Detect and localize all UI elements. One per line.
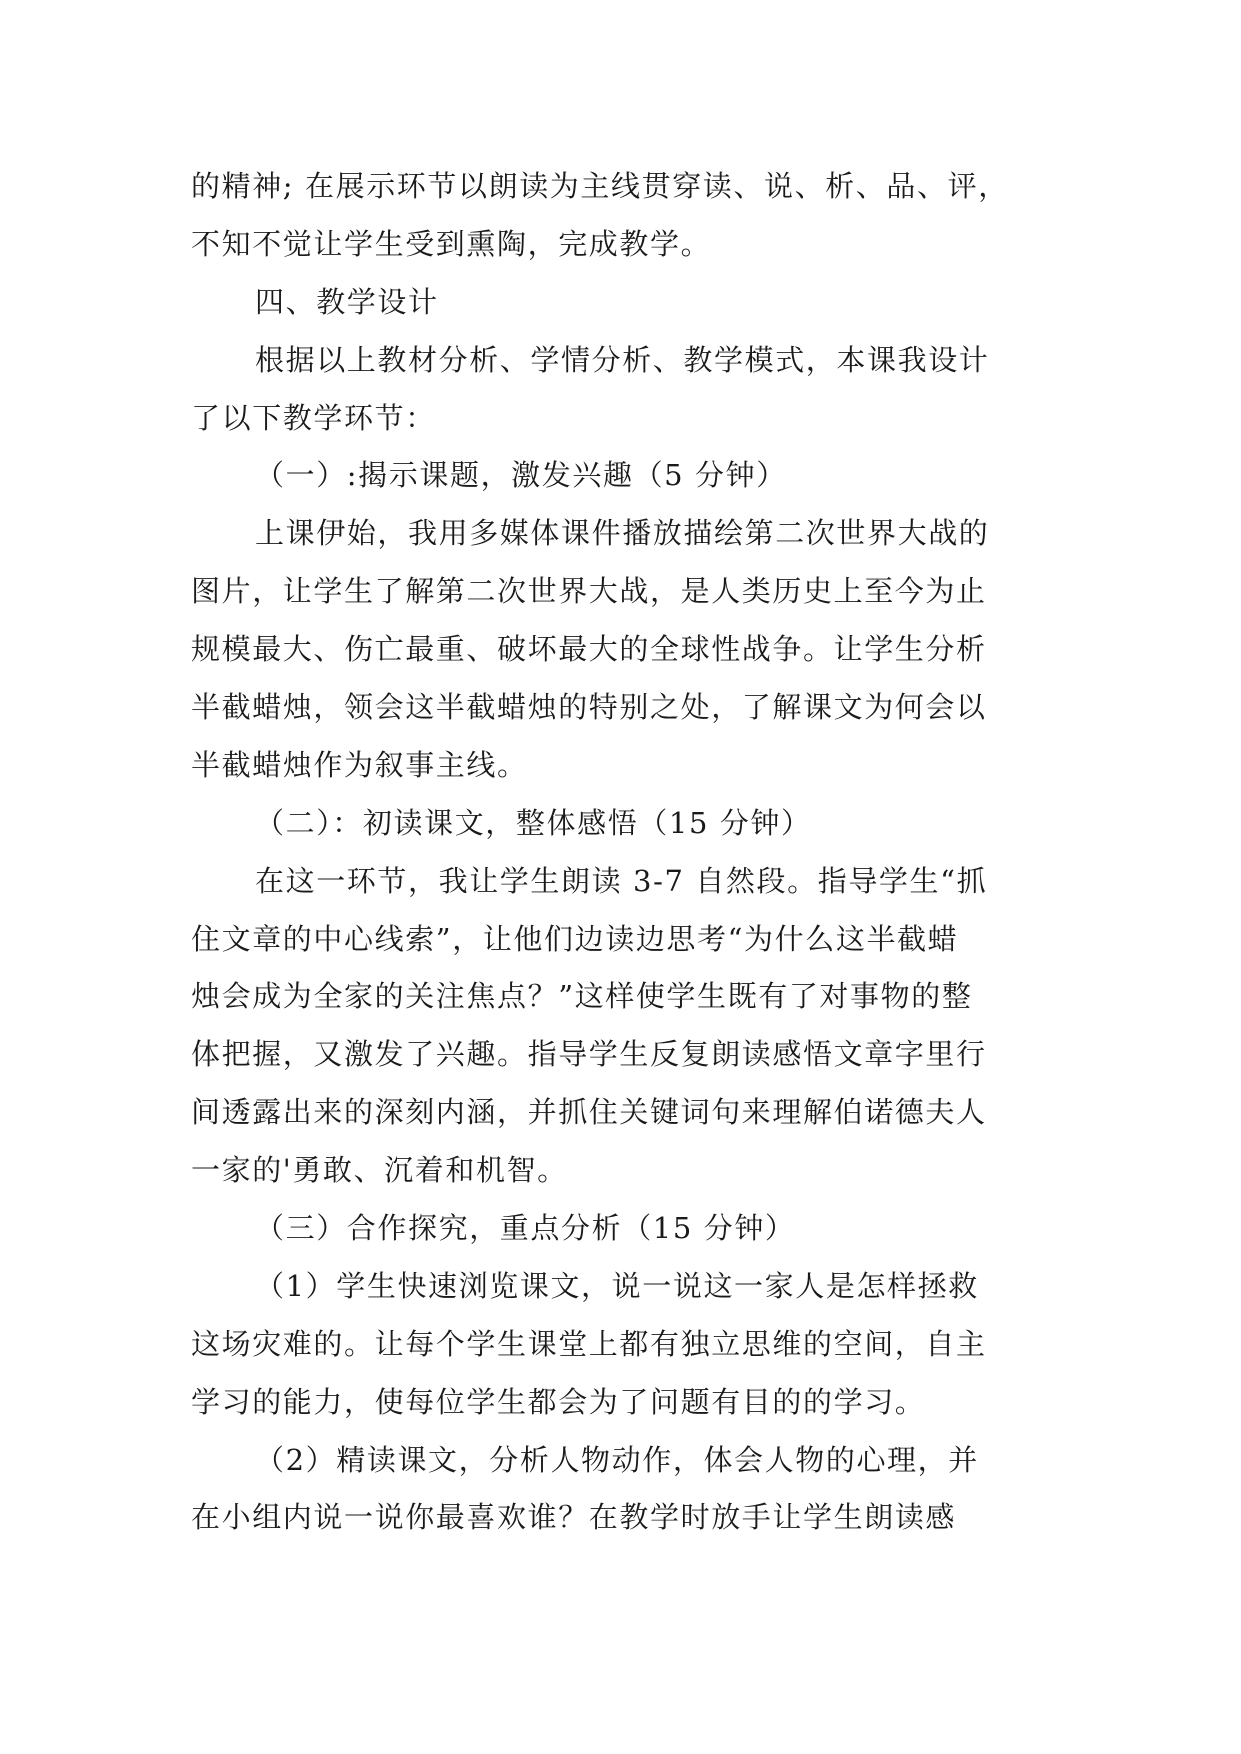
text-line: 了以下教学环节： [191,400,436,435]
text-line: 一家的'勇敢、沉着和机智。 [191,1153,568,1188]
text-line: 图片，让学生了解第二次世界大战，是人类历史上至今为止 [191,574,987,609]
subsection-heading: （三）合作探究，重点分析（15 分钟） [255,1211,796,1246]
text-line: 学习的能力，使每位学生都会为了问题有目的的学习。 [191,1384,926,1419]
text-line: 住文章的中心线索”，让他们边读边思考“为什么这半截蜡 [191,921,959,956]
text-line: 规模最大、伤亡最重、破坏最大的全球性战争。让学生分析 [191,632,987,667]
section-heading: 四、教学设计 [255,284,439,319]
text-line: 体把握，又激发了兴趣。指导学生反复朗读感悟文章字里行 [191,1037,987,1072]
text-line: 半截蜡烛作为叙事主线。 [191,747,528,782]
text-line: 间透露出来的深刻内涵，并抓住关键词句来理解伯诺德夫人 [191,1095,987,1130]
document-body [191,158,1051,1547]
text-line: 的精神; 在展示环节以朗读为主线贯穿读、说、析、品、评， [191,169,1009,203]
subsection-heading: （二）：初读课文，整体感悟（15 分钟） [255,805,812,840]
text-line: 上课伊始，我用多媒体课件播放描绘第二次世界大战的 [255,516,990,551]
text-line: （2）精读课文，分析人物动作，体会人物的心理，并 [255,1442,979,1477]
text-line: （1）学生快速浏览课文，说一说这一家人是怎样拯救 [255,1268,979,1303]
text-line: 不知不觉让学生受到熏陶，完成教学。 [191,226,712,261]
text-line: 烛会成为全家的关注焦点？”这样使学生既有了对事物的整 [191,979,973,1014]
subsection-heading: （一）:揭示课题，激发兴趣（5 分钟） [255,458,787,493]
text-line: 在这一环节，我让学生朗读 3-7 自然段。指导学生“抓 [255,863,988,898]
text-line: 半截蜡烛，领会这半截蜡烛的特别之处，了解课文为何会以 [191,690,987,725]
text-line: 根据以上教材分析、学情分析、教学模式，本课我设计 [255,342,990,377]
text-line: 在小组内说一说你最喜欢谁？在教学时放手让学生朗读感 [191,1500,957,1535]
text-line: 这场灾难的。让每个学生课堂上都有独立思维的空间，自主 [191,1326,987,1361]
